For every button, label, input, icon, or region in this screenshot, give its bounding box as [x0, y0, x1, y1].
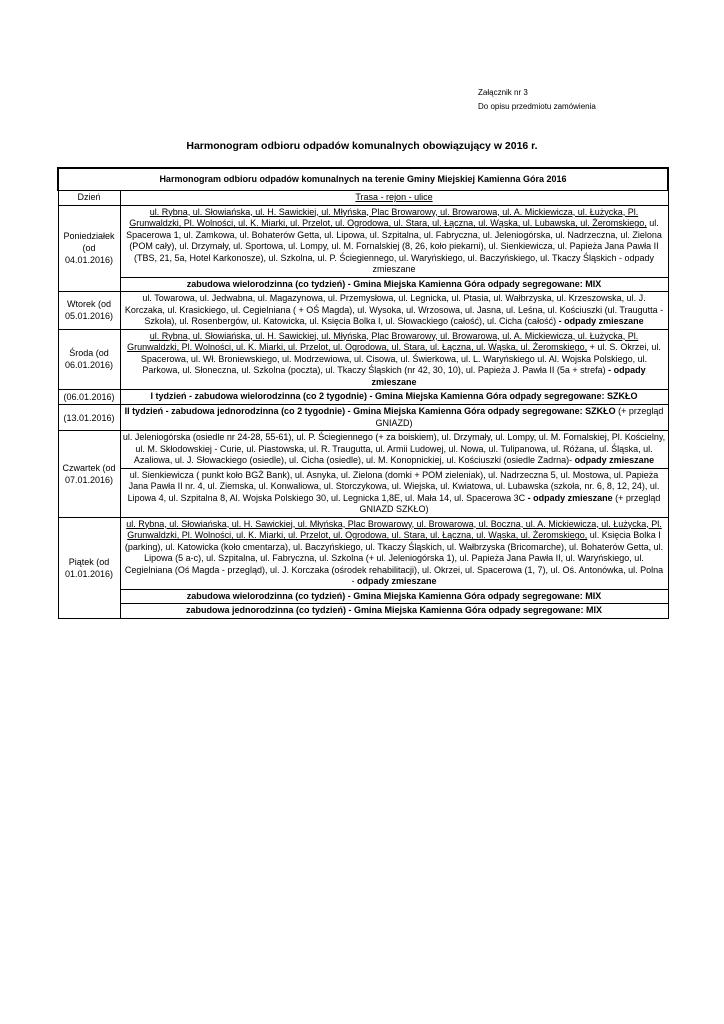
- route-monday-underlined: ul. Rybna, ul. Słowiańska, ul. H. Sawickiej, ul. Młyńska, Plac Browarowy, ul. Browarowa, ul. A. Mickiewicza, ul. Łużycka, Pl. Grunwaldzki, Pl. Wolności, ul. K. Miarki, ul. Przelot, ul. Ogrodowa, ul. Stara, ul. Łączna, ul. Wąska, ul. Lubawska, ul. Żeromskiego,: [129, 206, 647, 228]
- attachment-number: Załącznik nr 3: [478, 88, 528, 97]
- table-row-wednesday-glass-2: [58, 405, 668, 431]
- route-monday-plain: ul. Spacerowa 1, ul. Zamkowa, ul. Bohaterów Getta, ul. Lipowa, ul. Szpitalna, ul. Fabryczna, ul. Jeleniogórska, ul. Nadrzeczna, ul. Zielona (POM cały), ul. Drzymały, ul. Sportowa, ul. Lompy, ul. M. Fornalskiej (8, 26, koło piekarni), ul. Sienkiewicza, ul. Papieża Jana Pawła II (TBS, 21, 5a, Hotel Karkonosze), ul. Szkolna, ul. P. Ściegiennego, ul. Waryńskiego, ul. Baczyńskiego, ul. Tkaczy Śląskich - odpady zmieszane: [126, 218, 662, 274]
- route-wednesday: [120, 329, 668, 390]
- document-title: Harmonogram odbioru odpadów komunalnych obowiązujący w 2016 r.: [186, 140, 538, 152]
- segregated-friday-1: zabudowa wielorodzinna (co tydzień) - Gmina Miejska Kamienna Góra odpady segregowane: MIX: [120, 589, 668, 604]
- route-wednesday-plain: + ul. S. Okrzei, ul. Spacerowa, ul. Wł. Broniewskiego, ul. Modrzewiowa, ul. Cisowa, ul. Świerkowa, ul. L. Waryńskiego ul. Al. Wojska Polskiego, ul. Parkowa, ul. Słoneczna, ul. Szkolna (poczta), ul. Tkaczy Śląskich (nr 42, 30, 10), ul. Papieża J. Pawła II (5a + strefa): [140, 342, 661, 375]
- table-row-thursday-2: [58, 468, 668, 517]
- table-row-friday-segregated-1: [58, 589, 668, 604]
- route-friday: [120, 517, 668, 589]
- table-row-friday-segregated-2: [58, 604, 668, 619]
- route-wednesday-waste-type: - odpady zmieszane: [371, 365, 646, 387]
- route-monday: [120, 205, 668, 277]
- table-row-tuesday: [58, 292, 668, 330]
- route-thursday-1-waste-type: odpady zmieszane: [572, 455, 655, 465]
- table-row-wednesday-glass-1: [58, 390, 668, 405]
- table-title: Harmonogram odbioru odpadów komunalnych na terenie Gminy Miejskiej Kamienna Góra 2016: [58, 168, 668, 191]
- route-tuesday-waste-type: - odpady zmieszane: [556, 316, 644, 326]
- route-wednesday-underlined: ul. Rybna, ul. Słowiańska, ul. H. Sawickiej, ul. Młyńska, Plac Browarowy, ul. Browarowa, ul. A. Mickiewicza, ul. Łużycka, Pl. Grunwaldzki, Pl. Wolności, ul. K. Miarki, ul. Przelot, ul. Ogrodowa, ul. Stara, ul. Łączna, ul. Wąska, ul. Żeromskiego,: [127, 330, 639, 352]
- collection-schedule-table: [57, 167, 669, 619]
- day-glass-2: (13.01.2016): [58, 405, 120, 431]
- day-monday: Poniedziałek (od 04.01.2016): [58, 205, 120, 292]
- route-thursday-1: [120, 431, 668, 469]
- table-row-monday: [58, 205, 668, 277]
- table-row-wednesday: [58, 329, 668, 390]
- glass-collection-1: I tydzień - zabudowa wielorodzinna (co 2 tygodnie) - Gmina Miejska Kamienna Góra odpady segregowane: SZKŁO: [120, 390, 668, 405]
- day-glass-1: (06.01.2016): [58, 390, 120, 405]
- glass-collection-2: [120, 405, 668, 431]
- day-friday: Piątek (od 01.01.2016): [58, 517, 120, 618]
- route-friday-plain: ul. Księcia Bolka I (parking), ul. Katowicka (koło cmentarza), ul. Baczyńskiego, ul. Tkaczy Śląskich, ul. Wałbrzyska (Bricomarche), ul. Bohaterów Getta, ul. Lipowa (5 a-c), ul. Szpitalna, ul. Fabryczna, ul. Szkolna (+ ul. Jeleniogórska 1), ul. Papieża Jana Pawła II, ul. Waryńskiego, ul. Cegielniana (Oś Magda - przegląd), ul. J. Korczaka (ośrodek rehabilitacji), ul. Okrzei, ul. Spacerowa (1, 7), ul. Oś. Antonówka, ul. Polna -: [124, 530, 664, 586]
- glass-collection-2-main: II tydzień - zabudowa jednorodzinna (co 2 tygodnie) - Gmina Miejska Kamienna Góra odpady segregowane: SZKŁO: [124, 406, 616, 416]
- route-thursday-2: [120, 468, 668, 517]
- attachment-note: [478, 86, 596, 114]
- segregated-monday: zabudowa wielorodzinna (co tydzień) - Gmina Miejska Kamienna Góra odpady segregowane: MIX: [120, 277, 668, 292]
- segregated-friday-2: zabudowa jednorodzinna (co tydzień) - Gmina Miejska Kamienna Góra odpady segregowane: MIX: [120, 604, 668, 619]
- route-thursday-2-streets: ul. Sienkiewicza ( punkt koło BGŻ Bank), ul. Asnyka, ul. Zielona (domki + POM zieleniak), ul. Nadrzeczna 5, ul. Mostowa, ul. Papieża Jana Pawła II nr. 4, ul. Ziemska, ul. Konwaliowa, ul. Storczykowa, ul. Wiejska, ul. Kwiatowa, ul. Lubawska (szkoła, nr. 6, 8, 12, 24), ul. Lipowa 4, ul. Szpitalna 8, Al. Wojska Polskiego 30, ul. Legnicka 1,8E, ul. Mała 14, ul. Spacerowa 3C: [127, 469, 660, 503]
- table-title-row: [58, 168, 668, 191]
- route-friday-waste-type: odpady zmieszane: [354, 576, 437, 586]
- route-friday-underlined: ul. Rybna, ul. Słowiańska, ul. H. Sawickiej, ul. Młyńska, Plac Browarowy, ul. Browarowa, ul. Boczna, ul. A. Mickiewicza, ul. Łużycka, Pl. Grunwaldzki, Pl. Wolności, ul. K. Miarki, ul. Przelot, ul. Ogrodowa, ul. Stara, ul. Łączna, ul. Wąska, ul. Żeromskiego,: [126, 518, 662, 540]
- table-row-friday: [58, 517, 668, 589]
- day-wednesday: Środa (od 06.01.2016): [58, 329, 120, 390]
- day-thursday: Czwartek (od 07.01.2016): [58, 431, 120, 518]
- glass-collection-2-note: (+ przegląd GNIAZD): [375, 406, 664, 428]
- route-tuesday: [120, 292, 668, 330]
- route-tuesday-streets: ul. Towarowa, ul. Jedwabna, ul. Magazynowa, ul. Przemysłowa, ul. Legnicka, ul. Ptasia, ul. Wałbrzyska, ul. Krzeszowska, ul. J. Korczaka, ul. Krasickiego, ul. Cegielniana ( + OŚ Magda), ul. Wysoka, ul. Wrzosowa, ul. Jasna, ul. Leśna, ul. Kościuszki (ul. Traugutta - Szkoła), ul. Rosenbergów, ul. Katowicka, ul. Księcia Bolka I, ul. Słowackiego (całość), ul. Cicha (całość): [124, 293, 664, 326]
- header-day: Dzień: [58, 191, 120, 206]
- route-thursday-2-waste-type: - odpady zmieszane: [525, 492, 613, 503]
- header-route: Trasa - rejon - ulice: [120, 191, 668, 206]
- table-row-thursday: [58, 431, 668, 469]
- route-thursday-1-streets: ul. Jeleniogórska (osiedle nr 24-28, 55-61), ul. P. Ściegiennego (+ za boiskiem), ul. Drzymały, ul. Lompy, ul. M. Fornalskiej, Pl. Kościelny, ul. M. Skłodowskiej - Curie, ul. Piastowska, ul. R. Traugutta, ul. Armii Ludowej, ul. Nowa, ul. Tulipanowa, ul. Różana, ul. Śląska, ul. Azaliowa, ul. J. Słowackiego (osiedle), ul. Cicha (osiedle), ul. M. Konopnickiej, ul. Kościuszki (osiedle Zadrna)-: [122, 432, 666, 465]
- day-tuesday: Wtorek (od 05.01.2016): [58, 292, 120, 330]
- route-thursday-2-note: (+ przegląd GNIAZD SZKŁO): [359, 492, 661, 514]
- attachment-description: Do opisu przedmiotu zamówienia: [478, 102, 596, 111]
- table-header-row: [58, 191, 668, 206]
- table-row-monday-segregated: [58, 277, 668, 292]
